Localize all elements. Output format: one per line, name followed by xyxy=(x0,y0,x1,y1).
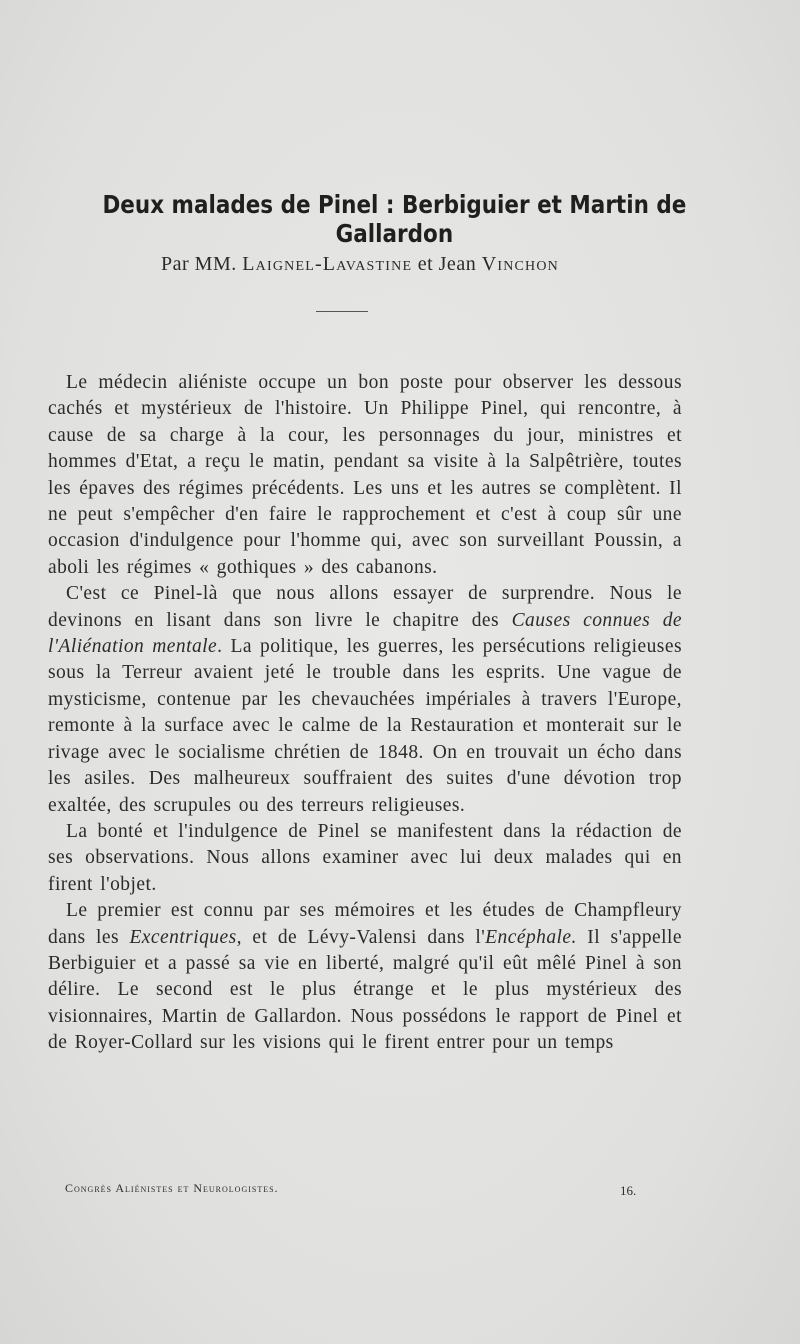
paragraph-2-text-b: . La politique, les guerres, les persécutions religieuses sous la Terreur avaient jeté le trouble dans les esprits. Une vague de mysticisme, contenue par les chevauchées impériales à travers l'Europe, remonte à la surface avec le calme de la Restauration et monterait sur le rivage avec le socialisme chrétien de 1848. On en trouvait un écho dans les asiles. Des malheureux souffraient des suites d'une dévotion trop exaltée, des scrupules ou des terreurs religieuses. xyxy=(48,636,682,816)
paragraph-2 xyxy=(48,581,682,819)
book-title-causes: Causes connues de l'Aliénation mentale xyxy=(48,609,682,658)
author-vinchon: Vinchon xyxy=(481,253,559,275)
byline-prefix: Par MM. xyxy=(161,253,237,275)
article-title: Deux malades de Pinel : Berbiguier et Martin de Gallardon xyxy=(102,190,687,248)
signature-mark: 16. xyxy=(620,1183,637,1198)
paragraph-1: Le médecin aliéniste occupe un bon poste pour observer les dessous cachés et mystérieux de l'histoire. Un Philippe Pinel, qui rencontre, à cause de sa charge à la cour, les personnages du jour, ministres et hommes d'Etat, a reçu le matin, pendant sa visite à la Salpêtrière, toutes les épaves des régimes précédents. Les uns et les autres se complètent. Il ne peut s'empêcher d'en faire le rapprochement et c'est à coup sûr une occasion d'indulgence pour l'homme qui, avec son surveillant Poussin, a aboli les régimes « gothiques » des cabanons. xyxy=(48,372,682,578)
author-laignel-lavastine: Laignel-Lavastine xyxy=(242,253,413,275)
byline-conjunction: et Jean xyxy=(417,253,477,275)
paragraph-4-text-b: et de Lévy-Valensi dans l' xyxy=(241,926,486,948)
paragraph-2-text-a: C'est ce Pinel-là que nous allons essayer de surprendre. Nous le devinons en lisant dans son livre le chapitre des xyxy=(48,583,682,631)
article-body xyxy=(48,370,682,1057)
running-footer-title: Congrès Aliénistes et Neurologistes. xyxy=(65,1181,279,1195)
paragraph-4 xyxy=(48,898,682,1056)
paragraph-3: La bonté et l'indulgence de Pinel se manifestent dans la rédaction de ses observations. Nous allons examiner avec lui deux malades qui en firent l'objet. xyxy=(48,820,682,895)
title-separator-rule xyxy=(316,311,368,312)
journal-title-encephale: Encéphale. xyxy=(485,926,577,948)
paragraph-4-text-c: Il s'appelle Berbiguier et a passé sa vie en liberté, malgré qu'il eût mêlé Pinel à son délire. Le second est le plus étrange et le plus mystérieux des visionnaires, Martin de Gallardon. Nous possédons le rapport de Pinel et de Royer-Collard sur les visions qui le firent entrer pour un temps xyxy=(48,926,682,1054)
paragraph-4-text-a: Le premier est connu par ses mémoires et les études de Champfleury dans les xyxy=(48,900,682,948)
byline xyxy=(0,253,720,276)
book-title-excentriques: Excentriques, xyxy=(129,926,242,948)
